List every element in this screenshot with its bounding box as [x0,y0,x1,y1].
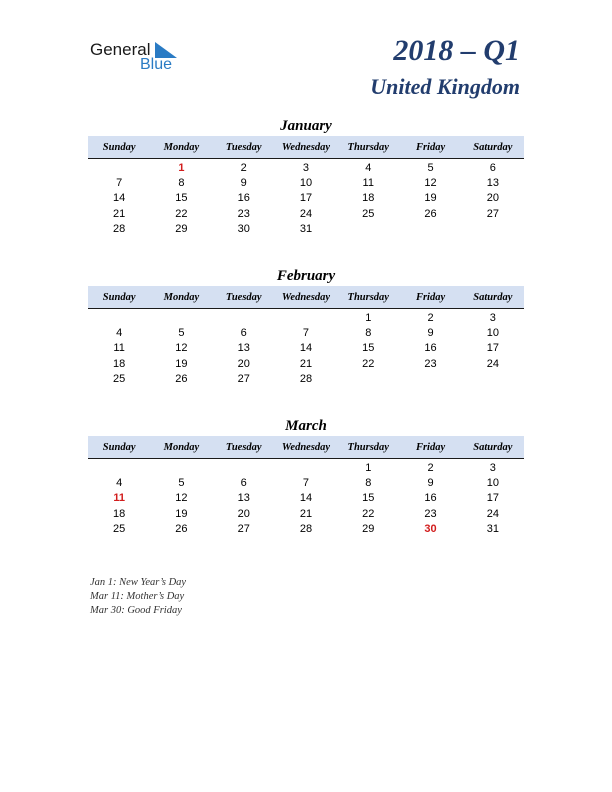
day-cell: 8 [178,176,185,189]
day-cell: 11 [362,176,374,189]
day-cell: 20 [486,192,499,205]
logo [90,40,190,74]
weekday-thursday: Thursday [347,441,389,453]
day-cell: 8 [365,326,372,339]
week-row [88,460,524,475]
day-cell: 28 [299,522,313,535]
day-cell: 8 [365,476,372,489]
day-cell: 6 [240,476,247,489]
day-cell: 30 [237,222,250,235]
day-cell: 9 [240,176,247,189]
day-cell: 28 [113,222,126,235]
weekday-monday: Monday [163,291,200,303]
day-cell: 31 [299,222,313,235]
weekday-wednesday: Wednesday [281,441,331,453]
day-cell: 23 [424,507,437,520]
week-row [88,371,524,386]
week-row [88,356,524,371]
day-cell: 29 [175,222,188,235]
day-cell: 31 [486,522,499,535]
weekday-header [88,136,524,159]
logo-text-general: General [90,40,151,59]
weekday-tuesday: Tuesday [225,441,262,453]
day-cell: 12 [175,342,188,355]
day-cell: 22 [362,507,375,520]
day-cell: 1 [365,311,372,324]
day-cell: 30 [424,522,437,535]
month-name: March [285,418,327,434]
holiday-note: Jan 1: New Year’s Day [90,577,187,588]
day-cell: 2 [240,161,247,174]
weekday-saturday: Saturday [473,441,513,453]
page-subtitle: United Kingdom [370,74,520,99]
day-cell: 22 [362,357,375,370]
month-name: January [280,118,332,134]
weekday-friday: Friday [415,441,446,453]
day-cell: 7 [302,326,310,339]
holiday-note: Mar 30: Good Friday [90,605,182,616]
day-cell: 5 [427,161,434,174]
day-cell: 9 [427,326,434,339]
day-cell: 14 [299,342,313,355]
weekday-header [88,286,524,309]
day-cell: 19 [424,192,437,205]
day-cell: 5 [178,476,185,489]
day-cell: 10 [486,326,499,339]
week-row [88,160,524,175]
day-cell: 21 [113,207,126,220]
day-cell: 16 [237,192,250,205]
day-cell: 16 [424,492,437,505]
day-cell: 25 [113,372,126,385]
day-cell: 15 [175,192,188,205]
day-cell: 3 [489,311,496,324]
day-cell: 3 [302,161,310,174]
day-cell: 27 [237,522,250,535]
week-row [88,191,524,206]
day-cell: 23 [237,207,250,220]
weekday-saturday: Saturday [473,141,513,153]
day-cell: 27 [237,372,250,385]
day-cell: 22 [175,207,188,220]
week-row [88,341,524,356]
day-cell: 17 [299,192,313,205]
day-cell: 2 [427,461,434,474]
day-cell: 3 [489,461,496,474]
weekday-friday: Friday [415,291,446,303]
month-january [88,116,524,236]
weekday-monday: Monday [163,141,200,153]
day-cell: 10 [486,476,499,489]
day-cell: 24 [486,507,499,520]
day-cell: 21 [299,357,313,370]
day-cell: 4 [365,161,372,174]
day-cell: 15 [362,342,375,355]
day-cell: 18 [113,357,126,370]
day-cell: 14 [299,492,313,505]
day-cell: 28 [299,372,313,385]
day-cell: 10 [299,176,313,189]
logo-text-blue: Blue [140,56,173,73]
weekday-friday: Friday [415,141,446,153]
day-cell: 18 [113,507,126,520]
day-cell: 1 [365,461,372,474]
day-cell: 18 [362,192,375,205]
day-cell: 9 [427,476,434,489]
weekday-sunday: Sunday [102,291,136,303]
day-cell: 7 [116,176,123,189]
weekday-tuesday: Tuesday [225,291,262,303]
month-march [88,416,524,536]
week-row [88,521,524,536]
day-cell: 24 [299,207,313,220]
weekday-thursday: Thursday [347,291,389,303]
day-cell: 6 [240,326,247,339]
weekday-sunday: Sunday [102,141,136,153]
day-cell: 26 [175,522,188,535]
day-cell: 17 [486,342,499,355]
day-cell: 19 [175,357,188,370]
day-cell: 4 [116,476,123,489]
weekday-sunday: Sunday [102,441,136,453]
day-cell: 15 [362,492,375,505]
day-cell: 27 [486,207,499,220]
day-cell: 4 [116,326,123,339]
day-cell: 5 [178,326,185,339]
day-cell: 25 [362,207,375,220]
weekday-saturday: Saturday [473,291,513,303]
weekday-header [88,436,524,459]
day-cell: 24 [486,357,499,370]
week-row [88,325,524,340]
day-cell: 21 [299,507,313,520]
day-cell: 13 [237,342,250,355]
week-row [88,475,524,490]
day-cell: 1 [178,161,185,174]
week-row [88,506,524,521]
day-cell: 12 [175,492,188,505]
day-cell: 11 [113,342,125,355]
day-cell: 14 [113,192,126,205]
day-cell: 13 [237,492,250,505]
day-cell: 20 [237,507,250,520]
day-cell: 26 [175,372,188,385]
day-cell: 20 [237,357,250,370]
weekday-thursday: Thursday [347,141,389,153]
day-cell: 23 [424,357,437,370]
holiday-notes [90,576,186,618]
weekday-tuesday: Tuesday [225,141,262,153]
day-cell: 26 [424,207,437,220]
page-title: 2018 – Q1 [393,34,520,67]
weekday-wednesday: Wednesday [281,141,331,153]
week-row [88,175,524,190]
day-cell: 7 [302,476,310,489]
week-row [88,491,524,506]
weekday-wednesday: Wednesday [281,291,331,303]
day-cell: 19 [175,507,188,520]
day-cell: 13 [486,176,499,189]
week-row [88,310,524,325]
week-row [88,206,524,221]
weekday-monday: Monday [163,441,200,453]
month-name: February [276,268,336,284]
holiday-note: Mar 11: Mother’s Day [90,591,185,602]
day-cell: 17 [486,492,499,505]
week-row [88,221,524,236]
month-february [88,266,524,386]
day-cell: 12 [424,176,437,189]
day-cell: 2 [427,311,434,324]
day-cell: 29 [362,522,375,535]
day-cell: 6 [489,161,496,174]
day-cell: 25 [113,522,126,535]
day-cell: 11 [113,492,125,505]
day-cell: 16 [424,342,437,355]
